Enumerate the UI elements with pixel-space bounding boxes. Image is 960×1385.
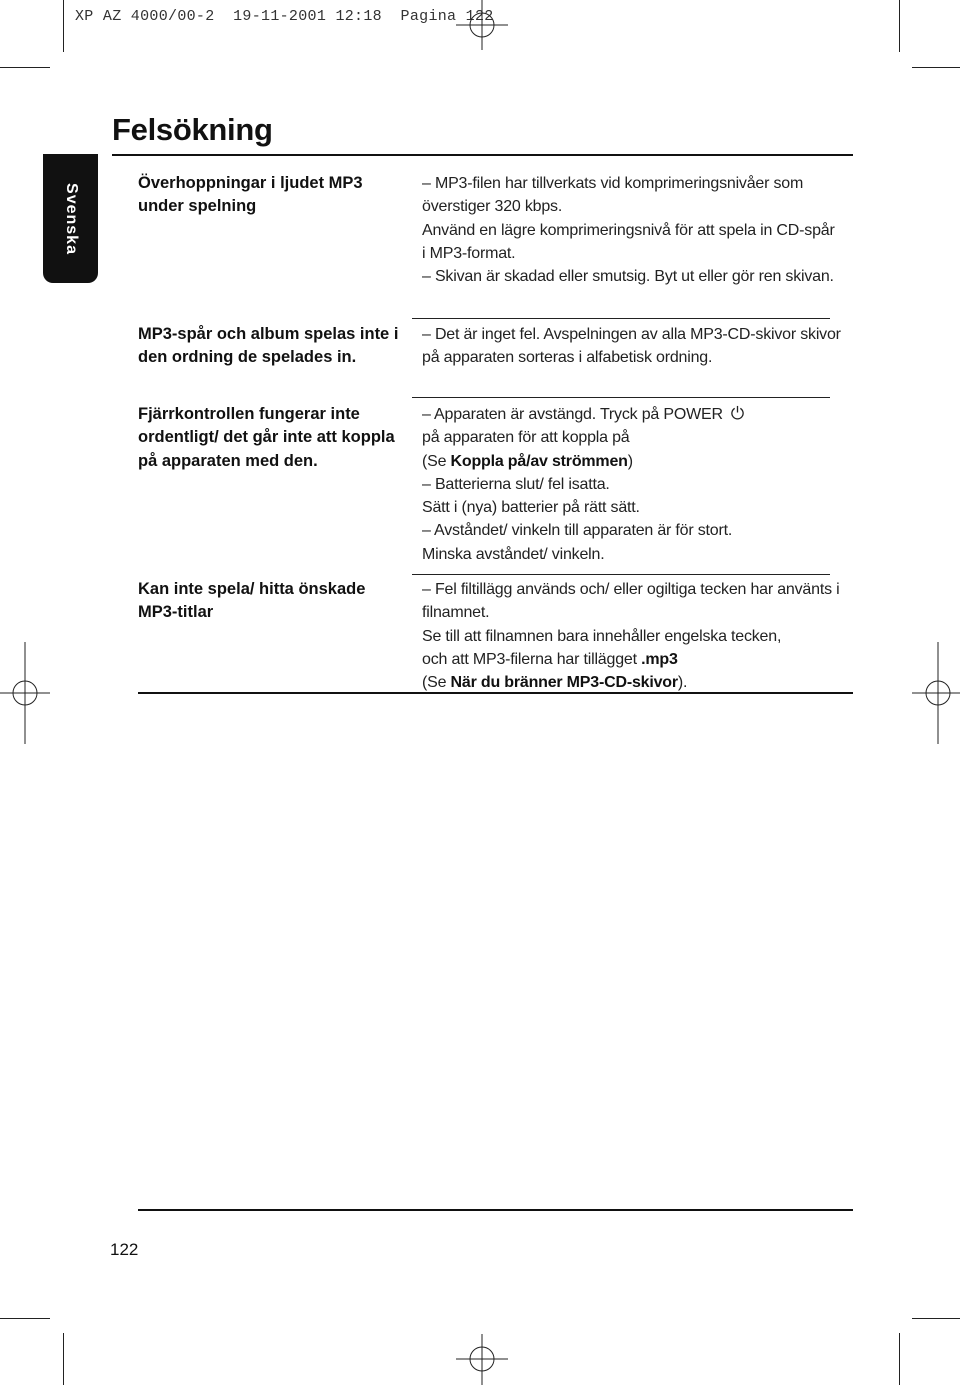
row-divider [412, 318, 830, 319]
solution-line: – Skivan är skadad eller smutsig. Byt ut eller gör ren skivan. [422, 268, 834, 286]
crop-mark [912, 1318, 960, 1319]
footer-rule [138, 1209, 853, 1211]
solution-line: – Batterierna slut/ fel isatta. [422, 475, 610, 493]
page-number: 122 [110, 1240, 139, 1259]
solution-line: – Fel filtillägg används och/ eller ogiltiga tecken har använts i filnamnet. [422, 581, 840, 622]
row-divider [412, 397, 830, 398]
solution-line [422, 403, 842, 426]
solution-skipping [422, 172, 842, 288]
registration-mark-left [0, 642, 50, 744]
crop-mark [63, 0, 64, 52]
language-tab-label: Svenska [62, 182, 80, 255]
solution-line: Minska avståndet/ vinkeln. [422, 545, 605, 563]
crop-mark [63, 1333, 64, 1385]
file-extension: .mp3 [641, 650, 678, 668]
problem-order: MP3-spår och album spelas inte i den ordning de spelades in. [138, 325, 399, 367]
crop-mark [899, 1333, 900, 1385]
solution-line: och att MP3-filerna har tillägget .mp3 [422, 650, 678, 668]
registration-mark-top [456, 0, 508, 50]
solution-line: Använd en lägre komprimeringsnivå för att spela in CD-spår i MP3-format. [422, 221, 835, 262]
power-icon [730, 405, 745, 420]
language-tab [43, 154, 98, 283]
crop-mark [0, 1318, 50, 1319]
table-end-rule [138, 692, 853, 694]
title-rule [112, 154, 853, 156]
solution-mp3-titles [422, 578, 842, 694]
print-slug: XP AZ 4000/00-2 19-11-2001 12:18 Pagina 122 [75, 8, 494, 25]
solution-order [422, 323, 842, 370]
problem-mp3-titles: Kan inte spela/ hitta önskade MP3-titlar [138, 580, 366, 622]
solution-line: (Se Koppla på/av strömmen) [422, 452, 633, 470]
solution-line: på apparaten för att koppla på [422, 429, 630, 447]
registration-mark-bottom [456, 1334, 508, 1385]
solution-text: – Apparaten är avstängd. Tryck på POWER [422, 406, 723, 423]
row-divider [412, 574, 830, 575]
crop-mark [899, 0, 900, 52]
reference-section: Koppla på/av strömmen [450, 452, 628, 470]
registration-mark-right [912, 642, 960, 744]
reference-section: När du bränner MP3-CD-skivor [450, 674, 678, 692]
crop-mark [0, 67, 50, 68]
solution-line: Se till att filnamnen bara innehåller engelska tecken, [422, 627, 782, 645]
crop-mark [912, 67, 960, 68]
page-title: Felsökning [112, 112, 273, 147]
problem-skipping: Överhoppningar i ljudet MP3 under spelning [138, 174, 363, 216]
problem-remote: Fjärrkontrollen fungerar inte ordentligt/ det går inte att koppla på apparaten med den. [138, 405, 395, 470]
solution-remote [422, 403, 842, 566]
solution-line: – MP3-filen har tillverkats vid komprimeringsnivåer som överstiger 320 kbps. [422, 175, 804, 216]
solution-line: – Avståndet/ vinkeln till apparaten är för stort. [422, 522, 733, 540]
solution-line: Sätt i (nya) batterier på rätt sätt. [422, 499, 640, 517]
solution-line: (Se När du bränner MP3-CD-skivor). [422, 674, 688, 692]
solution-line: – Det är inget fel. Avspelningen av alla MP3-CD-skivor skivor på apparaten sorteras i alfabetisk ordning. [422, 326, 841, 367]
